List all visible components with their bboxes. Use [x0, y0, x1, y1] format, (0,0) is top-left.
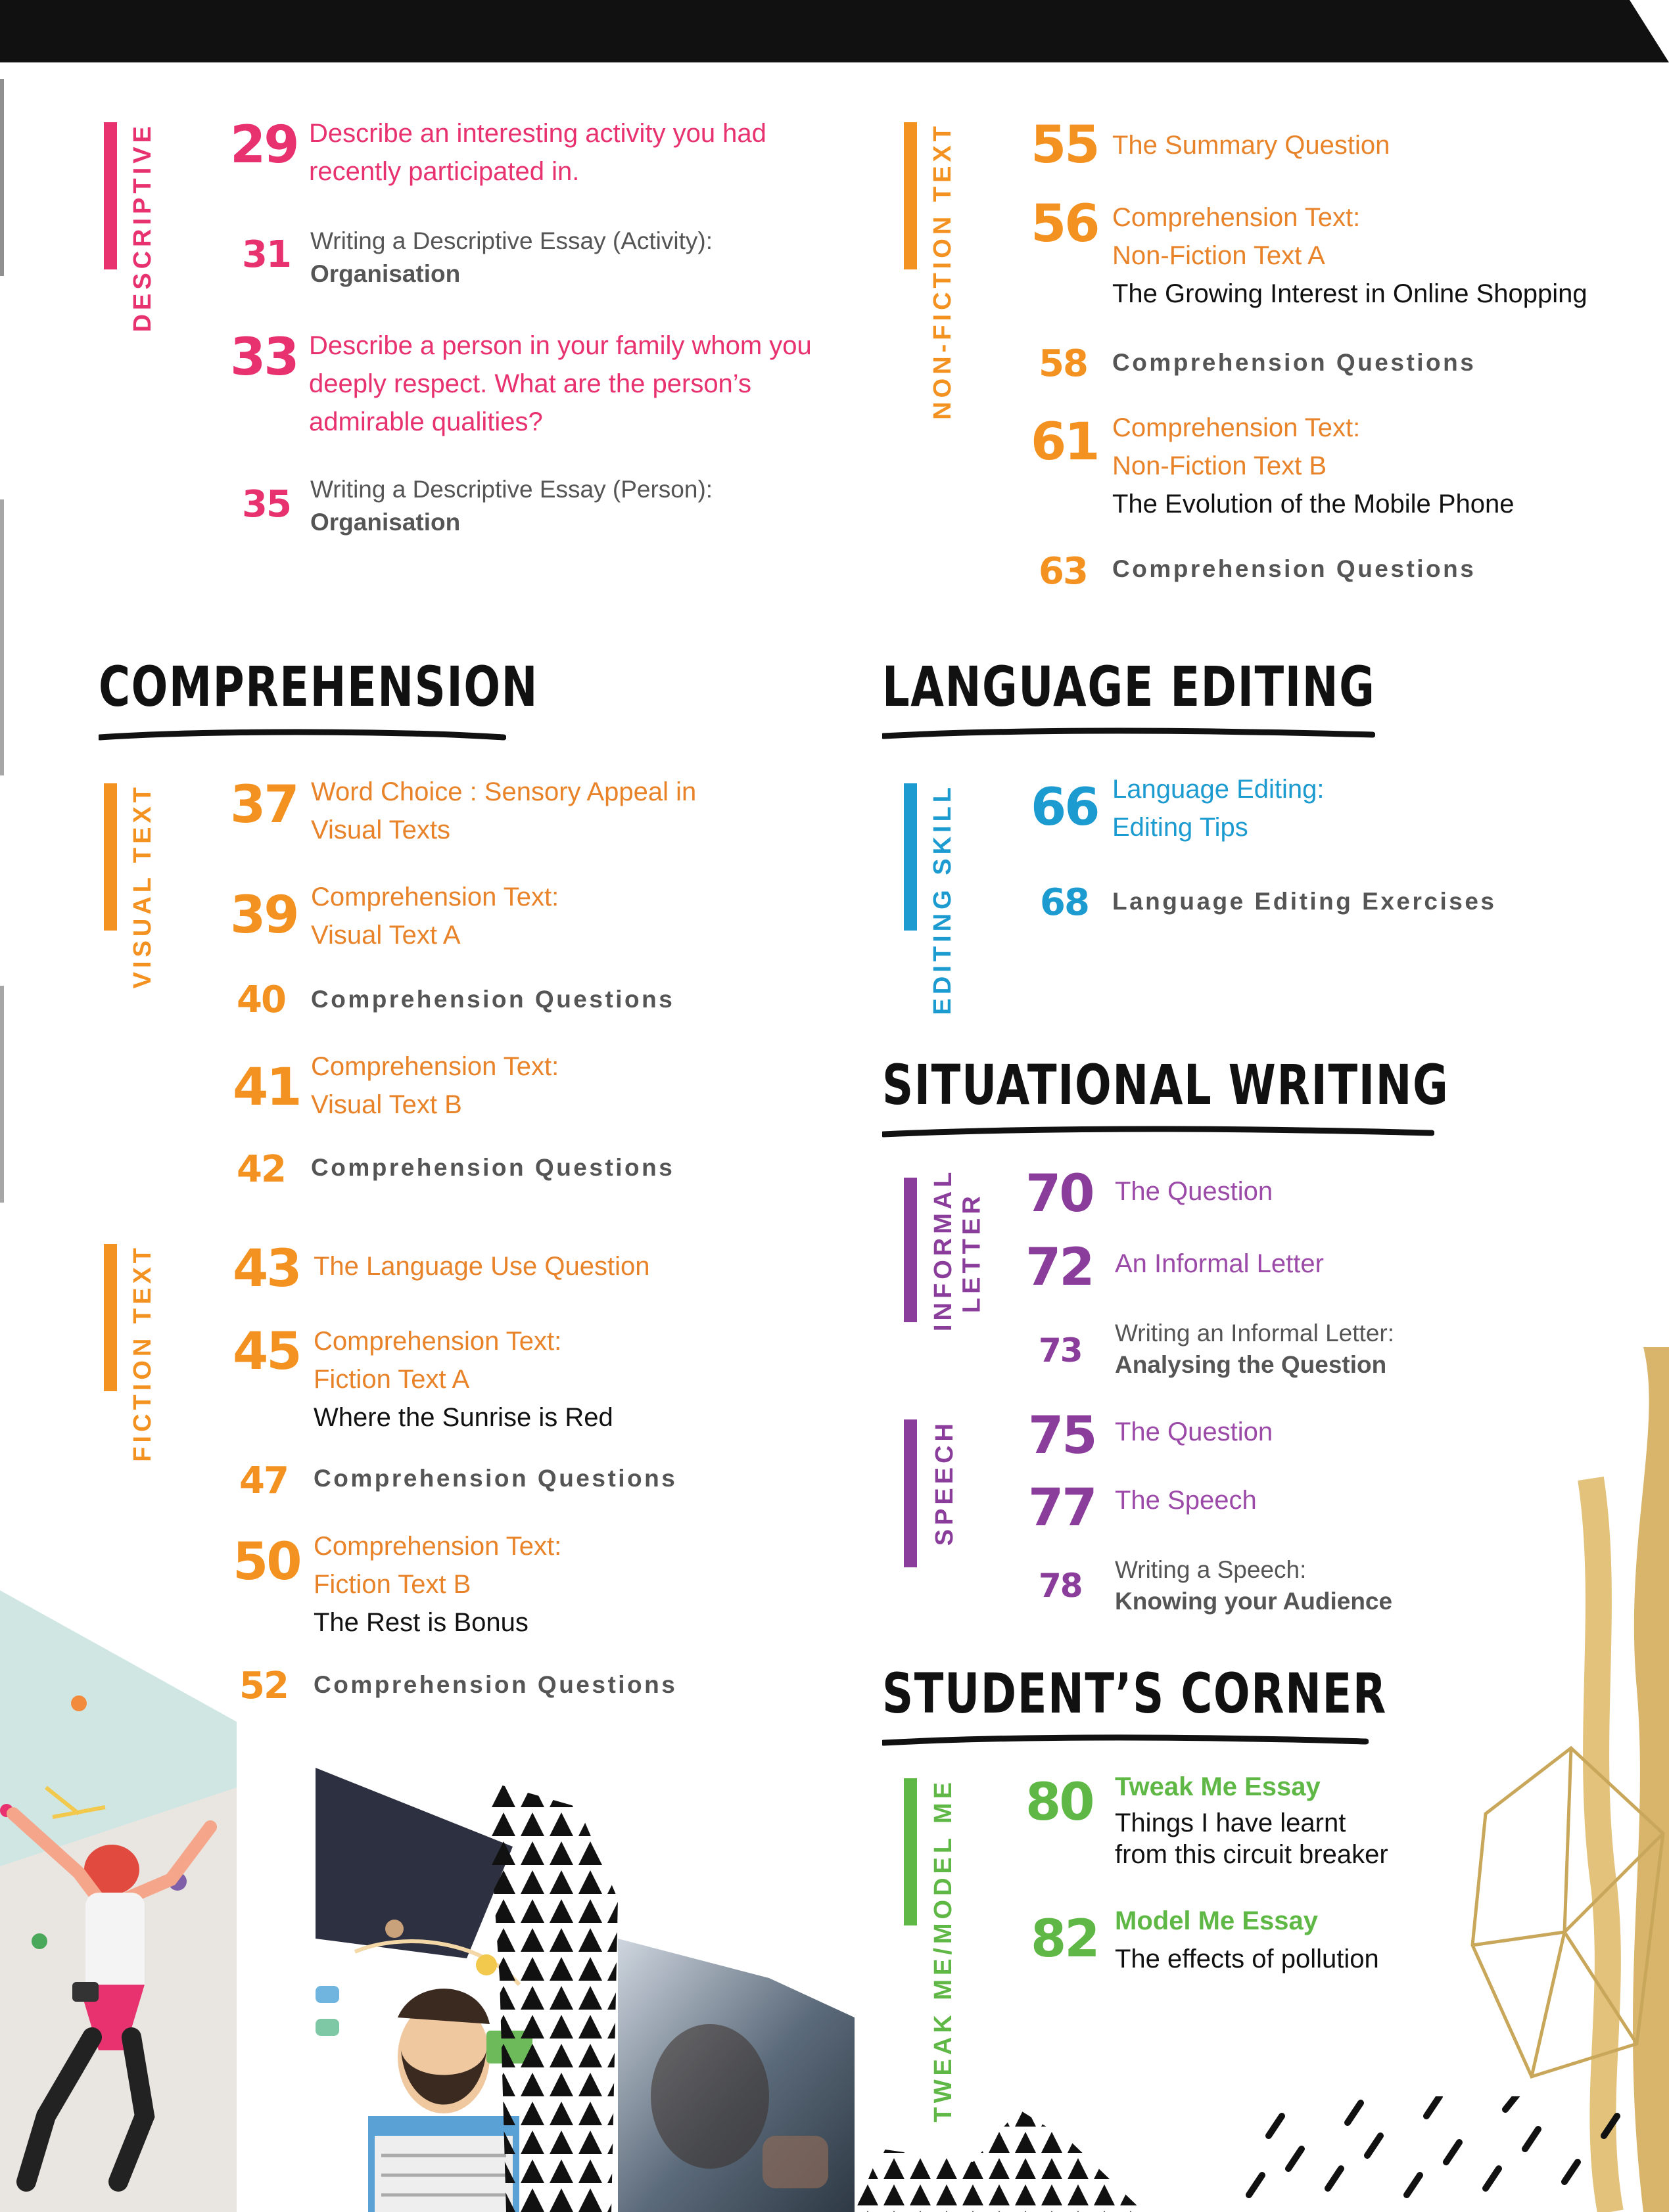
toc-entry-title[interactable]: Writing an Informal Letter:	[1115, 1320, 1394, 1347]
toc-entry-title[interactable]: Comprehension Text:	[1112, 413, 1361, 442]
heading-underline	[882, 1734, 1369, 1749]
toc-entry-title-line2: Non-Fiction Text B	[1112, 451, 1327, 480]
triangle-pattern	[460, 1781, 631, 2212]
informal-letter-label-line1: INFORMAL	[929, 1168, 957, 1331]
toc-entry-subtitle-line2: from this circuit breaker	[1115, 1840, 1388, 1869]
visual-text-bar	[104, 783, 117, 931]
toc-entry-title[interactable]: The Summary Question	[1112, 131, 1390, 160]
toc-entry-title[interactable]: Comprehension Questions	[314, 1465, 678, 1492]
page-number: 47	[239, 1460, 288, 1502]
toc-entry-subtitle: Where the Sunrise is Red	[314, 1403, 613, 1432]
gold-crystal-outline	[1459, 1735, 1669, 2090]
toc-entry-title[interactable]: Comprehension Questions	[311, 986, 675, 1013]
toc-entry-title[interactable]: Comprehension Questions	[1112, 349, 1476, 376]
page-number: 55	[1031, 116, 1098, 175]
fist-photo	[618, 1939, 855, 2212]
page-edge-mark	[0, 79, 4, 276]
page-number: 39	[230, 886, 298, 945]
toc-entry-bold: Organisation	[310, 260, 461, 287]
rock-climber-illustration	[0, 1590, 250, 2212]
page-number: 42	[237, 1148, 285, 1191]
triangle-strip	[855, 2103, 1150, 2212]
toc-entry-title[interactable]: Writing a Descriptive Essay (Person):	[310, 476, 713, 503]
fiction-text-label: FICTION TEXT	[129, 1244, 156, 1462]
dash-pattern	[1229, 2096, 1624, 2212]
page-number: 78	[1039, 1567, 1082, 1605]
section-heading-comprehension: COMPREHENSION	[99, 655, 539, 719]
speech-label: SPEECH	[931, 1419, 958, 1546]
toc-entry-title-line2: Fiction Text B	[314, 1570, 471, 1599]
informal-letter-label	[929, 1168, 987, 1331]
toc-entry-subtitle: The effects of pollution	[1115, 1945, 1379, 1973]
toc-entry-title[interactable]: Comprehension Text:	[311, 1052, 559, 1081]
toc-entry-subtitle: The Rest is Bonus	[314, 1608, 529, 1637]
non-fiction-bar	[904, 122, 917, 269]
descriptive-bar	[104, 122, 117, 269]
heading-underline	[99, 728, 506, 744]
page-number: 33	[230, 328, 298, 387]
toc-entry-title[interactable]: Comprehension Text:	[311, 883, 559, 911]
toc-entry-title[interactable]: Language Editing:	[1112, 775, 1325, 804]
tweak-me-label: TWEAK ME/MODEL ME	[929, 1778, 957, 2123]
toc-entry-title[interactable]: Tweak Me Essay	[1115, 1772, 1321, 1801]
toc-entry-title[interactable]: The Speech	[1115, 1486, 1257, 1515]
speech-bar	[904, 1419, 917, 1567]
toc-entry-title-line2: Fiction Text A	[314, 1365, 470, 1394]
toc-entry-title[interactable]: Describe an interesting activity you had recently participated in.	[309, 119, 766, 186]
page-number: 29	[230, 116, 298, 175]
editing-skill-bar	[904, 783, 917, 931]
toc-entry-title-line2: Visual Text B	[311, 1090, 462, 1119]
page-number: 77	[1028, 1479, 1096, 1538]
fiction-text-bar	[104, 1244, 117, 1391]
toc-entry-title[interactable]: Writing a Speech:	[1115, 1556, 1307, 1583]
page-number: 70	[1025, 1164, 1093, 1224]
page-number: 43	[233, 1239, 300, 1299]
top-bar-notch	[1630, 0, 1669, 62]
toc-entry-title[interactable]: Language Editing Exercises	[1112, 888, 1497, 915]
informal-letter-label-line2: LETTER	[958, 1192, 986, 1313]
tweak-me-bar	[904, 1778, 917, 1925]
toc-entry-title[interactable]: The Question	[1115, 1177, 1273, 1206]
toc-entry-bold: Analysing the Question	[1115, 1351, 1387, 1378]
page-number: 61	[1031, 413, 1098, 472]
toc-entry-title[interactable]: Comprehension Text:	[1112, 203, 1361, 232]
toc-entry-subtitle: The Growing Interest in Online Shopping	[1112, 279, 1587, 308]
toc-entry-bold: Knowing your Audience	[1115, 1588, 1393, 1615]
page-number: 37	[230, 775, 298, 835]
page-number: 63	[1039, 550, 1087, 593]
page-number: 73	[1039, 1331, 1082, 1370]
toc-entry-subtitle: The Evolution of the Mobile Phone	[1112, 490, 1515, 518]
toc-entry-bold: Organisation	[310, 509, 461, 536]
page-number: 52	[239, 1665, 288, 1707]
toc-entry-title-line2: Non-Fiction Text A	[1112, 241, 1325, 270]
toc-entry-title[interactable]: Comprehension Text:	[314, 1532, 562, 1561]
section-heading-students-corner: STUDENT’S CORNER	[882, 1661, 1387, 1726]
toc-entry-title[interactable]: Comprehension Questions	[314, 1671, 678, 1698]
page-number: 75	[1028, 1406, 1096, 1465]
editing-skill-label: EDITING SKILL	[929, 783, 956, 1015]
page-edge-mark	[0, 986, 4, 1203]
toc-entry-title[interactable]: Comprehension Questions	[311, 1154, 675, 1181]
page-number: 35	[242, 483, 291, 526]
page-edge-mark	[0, 499, 4, 775]
toc-entry-title-line2: Visual Text A	[311, 921, 461, 950]
top-bar	[0, 0, 1669, 62]
toc-entry-title[interactable]: Model Me Essay	[1115, 1906, 1319, 1935]
page-number: 41	[233, 1058, 300, 1117]
toc-entry-title[interactable]: Comprehension Questions	[1112, 555, 1476, 582]
page-number: 56	[1031, 195, 1098, 254]
informal-letter-bar	[904, 1178, 917, 1322]
page-number: 72	[1025, 1238, 1093, 1297]
page-number: 68	[1040, 881, 1089, 924]
toc-entry-title[interactable]: Comprehension Text:	[314, 1327, 562, 1356]
page-number: 45	[233, 1322, 300, 1381]
toc-entry-title[interactable]: An Informal Letter	[1115, 1249, 1324, 1278]
visual-text-label: VISUAL TEXT	[129, 783, 156, 989]
page-number: 40	[237, 979, 285, 1021]
toc-entry-title-line2: Editing Tips	[1112, 813, 1248, 842]
toc-entry-title[interactable]: The Language Use Question	[314, 1252, 650, 1281]
page-number: 82	[1031, 1910, 1098, 1969]
toc-entry-title[interactable]: Writing a Descriptive Essay (Activity):	[310, 227, 713, 254]
section-heading-language-editing: LANGUAGE EDITING	[882, 655, 1376, 719]
heading-underline	[882, 727, 1375, 743]
page-number: 58	[1039, 342, 1087, 385]
toc-entry-title[interactable]: Word Choice : Sensory Appeal in	[311, 777, 697, 806]
page-number: 80	[1025, 1773, 1093, 1832]
page-number: 66	[1031, 778, 1098, 837]
non-fiction-label: NON-FICTION TEXT	[929, 122, 956, 420]
toc-entry-subtitle: Things I have learnt	[1115, 1809, 1346, 1837]
toc-entry-title-line2: Visual Texts	[311, 816, 450, 844]
section-heading-situational-writing: SITUATIONAL WRITING	[882, 1053, 1449, 1117]
heading-underline	[882, 1125, 1434, 1141]
descriptive-label: DESCRIPTIVE	[129, 122, 156, 333]
page-number: 31	[242, 233, 291, 276]
toc-entry-title[interactable]: Describe a person in your family whom you deeply respect. What are the person’s admirable qualities?	[309, 331, 812, 436]
page-number: 50	[233, 1532, 300, 1592]
toc-entry-title[interactable]: The Question	[1115, 1417, 1273, 1446]
